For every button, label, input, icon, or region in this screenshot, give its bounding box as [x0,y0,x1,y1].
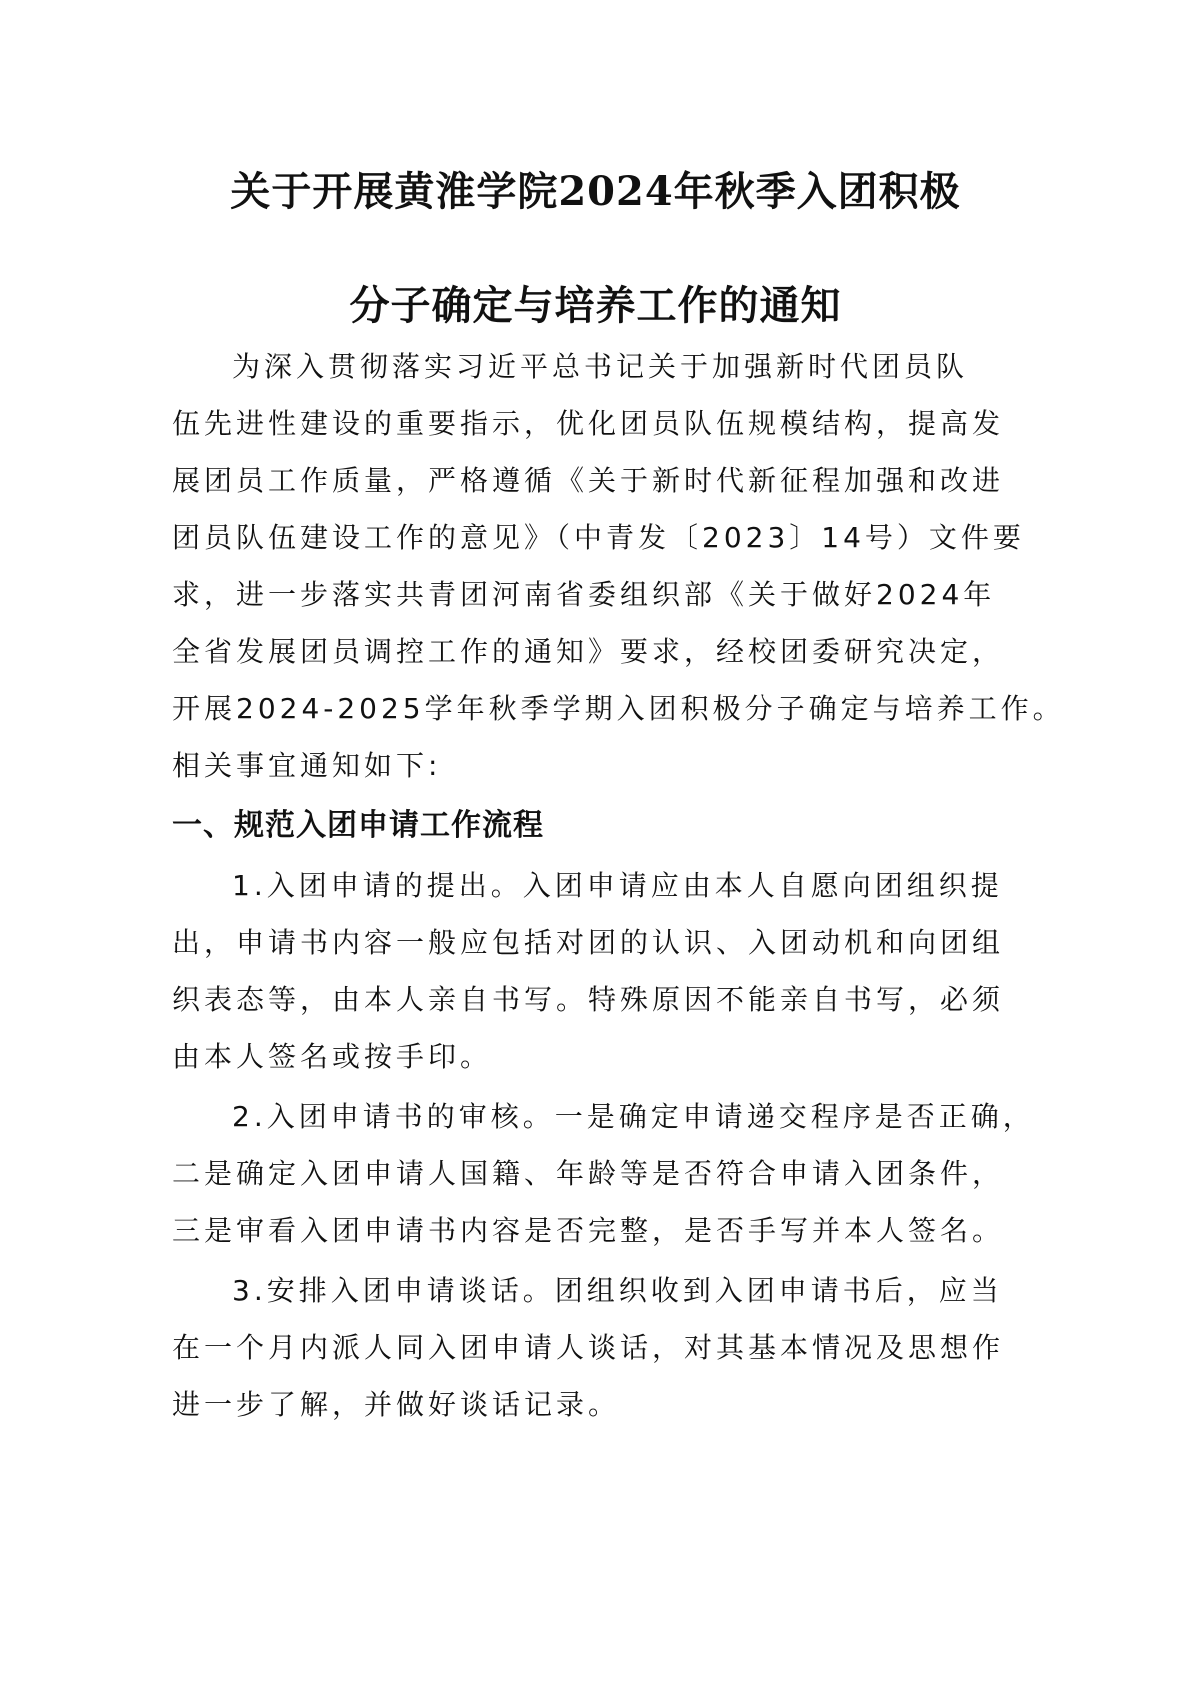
document-title-line-2: 分子确定与培养工作的通知 [349,282,842,329]
item-3-line: 进一步了解，并做好谈话记录。 [172,1388,621,1421]
item-1-line: 织表态等，由本人亲自书写。特殊原因不能亲自书写，必须 [172,983,1005,1016]
intro-line: 伍先进性建设的重要指示，优化团员队伍规模结构，提高发 [172,407,1005,440]
intro-line: 求，进一步落实共青团河南省委组织部《关于做好2024年 [172,578,996,611]
intro-line: 展团员工作质量，严格遵循《关于新时代新征程加强和改进 [172,464,1005,497]
item-1-line: 1.入团申请的提出。入团申请应由本人自愿向团组织提 [232,869,1003,902]
intro-line: 全省发展团员调控工作的通知》要求，经校团委研究决定， [172,635,1005,668]
intro-line: 为深入贯彻落实习近平总书记关于加强新时代团员队 [232,350,969,383]
document-title-line-1: 关于开展黄淮学院2024年秋季入团积极 [230,168,961,215]
item-3-line: 在一个月内派人同入团申请人谈话，对其基本情况及思想作 [172,1331,1005,1364]
item-3-line: 3.安排入团申请谈话。团组织收到入团申请书后，应当 [232,1274,1003,1307]
item-1-line: 出，申请书内容一般应包括对团的认识、入团动机和向团组 [172,926,1005,959]
section-heading: 一、规范入团申请工作流程 [172,808,544,843]
item-1-line: 由本人签名或按手印。 [172,1040,493,1073]
intro-line: 团员队伍建设工作的意见》（中青发〔2023〕14号）文件要 [172,521,1025,554]
item-2-line: 二是确定入团申请人国籍、年龄等是否符合申请入团条件， [172,1157,1005,1190]
item-2-line: 2.入团申请书的审核。一是确定申请递交程序是否正确， [232,1100,1035,1133]
intro-line: 开展2024-2025学年秋季学期入团积极分子确定与培养工作。 [172,692,1065,725]
item-2-line: 三是审看入团申请书内容是否完整，是否手写并本人签名。 [172,1214,1005,1247]
intro-line: 相关事宜通知如下: [172,749,442,782]
